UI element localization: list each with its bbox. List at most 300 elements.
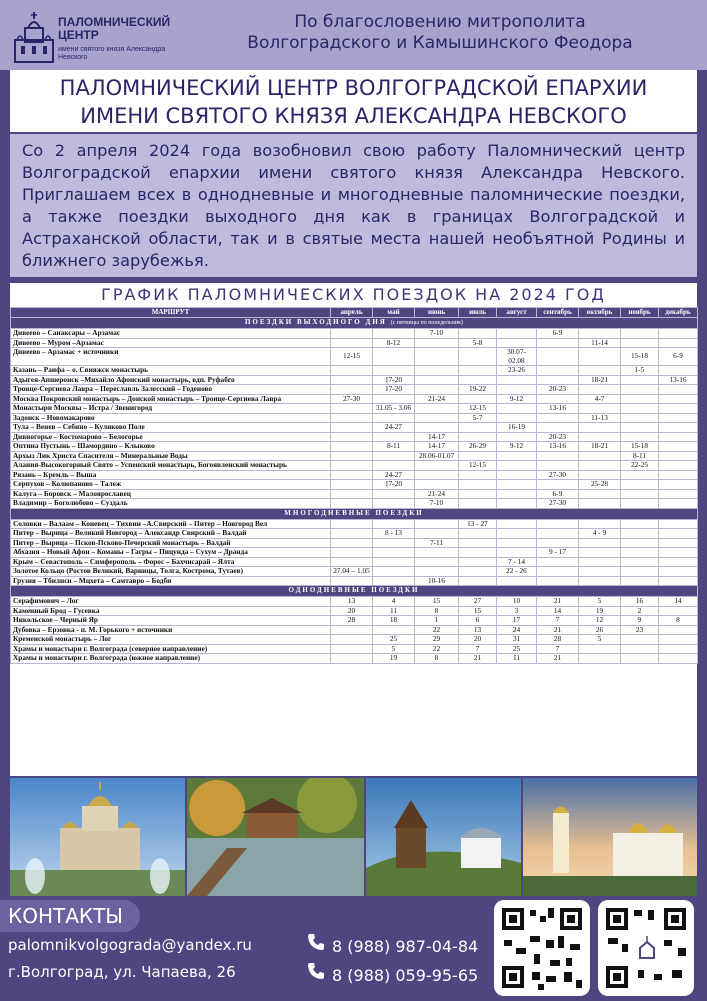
date-cell	[537, 519, 579, 529]
date-cell	[659, 635, 698, 645]
date-cell: 12-15	[459, 461, 497, 471]
date-cell: 18-21	[579, 375, 621, 385]
blessing-text	[185, 12, 695, 54]
date-cell: 18-21	[579, 442, 621, 452]
date-cell	[659, 413, 698, 423]
date-cell: 16-19	[497, 423, 537, 433]
date-cell	[659, 576, 698, 586]
date-cell: 20-23	[537, 385, 579, 395]
date-cell: 15-18	[621, 348, 659, 366]
date-cell	[415, 567, 459, 577]
date-cell	[537, 348, 579, 366]
route-name: Рязань – Кремль – Выша	[11, 470, 331, 480]
table-row	[11, 461, 698, 471]
contact-address: г.Волгоград, ул. Чапаева, 26	[8, 963, 236, 981]
date-cell	[373, 499, 415, 509]
column-header-month: июль	[459, 308, 497, 318]
date-cell	[537, 576, 579, 586]
date-cell	[497, 489, 537, 499]
section-title-text: ПОЕЗДКИ ВЫХОДНОГО ДНЯ	[244, 318, 387, 326]
date-cell	[659, 470, 698, 480]
date-cell: 4 - 9	[579, 529, 621, 539]
date-cell: 13-16	[659, 375, 698, 385]
schedule-table	[10, 307, 698, 664]
monastery-photo	[523, 778, 697, 896]
date-cell: 5-8	[459, 338, 497, 348]
date-cell: 30.07-02.08	[497, 348, 537, 366]
date-cell	[579, 557, 621, 567]
date-cell: 19	[579, 606, 621, 616]
date-cell	[415, 557, 459, 567]
date-cell	[579, 499, 621, 509]
route-name: Абхазия – Новый Афон – Команы – Гагры – Пицунда – Сухум – Дранда	[11, 548, 331, 558]
date-cell: 12-15	[331, 348, 373, 366]
date-cell	[621, 423, 659, 433]
table-row	[11, 557, 698, 567]
route-name: Никольское – Черный Яр	[11, 616, 331, 626]
date-cell	[537, 480, 579, 490]
date-cell	[621, 413, 659, 423]
date-cell	[415, 529, 459, 539]
phone-icon	[306, 932, 328, 957]
date-cell: 15	[415, 597, 459, 607]
date-cell: 13-16	[537, 404, 579, 414]
table-row	[11, 423, 698, 433]
date-cell: 6-9	[537, 329, 579, 339]
date-cell: 25	[373, 635, 415, 645]
date-cell	[459, 348, 497, 366]
date-cell	[579, 404, 621, 414]
date-cell: 25	[497, 644, 537, 654]
route-name: Питер – Вырица – Великий Новгород – Александр Свирский – Валдай	[11, 529, 331, 539]
date-cell	[331, 625, 373, 635]
date-cell: 5	[373, 644, 415, 654]
date-cell	[621, 557, 659, 567]
intro-paragraph: Со 2 апреля 2024 года возобновил свою работу Паломнический центр Волгоградской епархии имени святого князя Александра Невского. Приглашаем всех в однодневные и многодневные паломнические поездки, а также поездки выходного дня как в границах Волгоградской и Астраханской области, так и в святые места нашей необъятной Родины и ближнего зарубежья.	[10, 134, 697, 277]
date-cell	[497, 538, 537, 548]
date-cell	[331, 423, 373, 433]
date-cell: 24	[497, 625, 537, 635]
photo-strip	[10, 778, 697, 896]
route-name: Золотое Кольцо (Ростов Великий, Варницы, Толга, Кострома, Тутаев)	[11, 567, 331, 577]
date-cell: 11	[497, 654, 537, 664]
date-cell	[459, 470, 497, 480]
date-cell	[659, 366, 698, 376]
date-cell	[659, 654, 698, 664]
column-header-month: сентябрь	[537, 308, 579, 318]
date-cell	[497, 385, 537, 395]
date-cell: 21-24	[415, 489, 459, 499]
date-cell	[621, 654, 659, 664]
date-cell: 27-30	[331, 394, 373, 404]
date-cell	[373, 557, 415, 567]
date-cell	[331, 519, 373, 529]
table-row	[11, 329, 698, 339]
date-cell	[659, 606, 698, 616]
date-cell: 13	[459, 625, 497, 635]
date-cell	[579, 329, 621, 339]
date-cell	[497, 480, 537, 490]
date-cell: 8 - 13	[373, 529, 415, 539]
date-cell	[459, 394, 497, 404]
date-cell	[621, 394, 659, 404]
table-row	[11, 654, 698, 664]
date-cell: 20-23	[537, 432, 579, 442]
date-cell	[621, 644, 659, 654]
date-cell	[331, 451, 373, 461]
table-row	[11, 635, 698, 645]
date-cell: 7-10	[415, 329, 459, 339]
phone-icon	[306, 961, 328, 986]
date-cell	[331, 480, 373, 490]
date-cell	[579, 461, 621, 471]
date-cell: 6-9	[537, 489, 579, 499]
column-header-month: апрель	[331, 308, 373, 318]
date-cell	[621, 529, 659, 539]
table-row	[11, 519, 698, 529]
date-cell: 8	[415, 606, 459, 616]
date-cell: 19-22	[459, 385, 497, 395]
date-cell: 24-27	[373, 423, 415, 433]
date-cell: 14	[537, 606, 579, 616]
date-cell	[537, 423, 579, 433]
date-cell	[415, 338, 459, 348]
date-cell: 15-18	[621, 442, 659, 452]
table-row	[11, 442, 698, 452]
date-cell	[621, 338, 659, 348]
date-cell	[497, 576, 537, 586]
date-cell	[621, 548, 659, 558]
date-cell	[331, 538, 373, 548]
date-cell	[659, 451, 698, 461]
date-cell: 7	[459, 644, 497, 654]
date-cell: 4	[373, 597, 415, 607]
date-cell: 17-20	[373, 375, 415, 385]
table-row	[11, 404, 698, 414]
table-row	[11, 394, 698, 404]
date-cell	[415, 423, 459, 433]
section-title	[11, 508, 698, 519]
logo-title: ПАЛОМНИЧЕСКИЙ ЦЕНТР	[58, 15, 171, 42]
route-name: Казань – Раифа – о. Свияжск монастырь	[11, 366, 331, 376]
date-cell: 8-12	[373, 338, 415, 348]
date-cell	[579, 489, 621, 499]
date-cell	[331, 654, 373, 664]
date-cell	[579, 366, 621, 376]
date-cell	[497, 461, 537, 471]
date-cell: 23-26	[497, 366, 537, 376]
route-name: Архыз Лик Христа Спасителя – Минеральные Воды	[11, 451, 331, 461]
date-cell	[373, 548, 415, 558]
date-cell	[373, 461, 415, 471]
route-name: Оптина Пустынь – Шамордино – Клыково	[11, 442, 331, 452]
date-cell	[459, 480, 497, 490]
table-row	[11, 644, 698, 654]
date-cell: 6	[459, 616, 497, 626]
date-cell	[373, 625, 415, 635]
route-name: Троице-Сергиева Лавра – Переславль Залесский – Годеново	[11, 385, 331, 395]
date-cell	[659, 529, 698, 539]
date-cell: 20	[331, 606, 373, 616]
route-name: Храмы и монастыри г. Волгограда (южное направление)	[11, 654, 331, 664]
table-row	[11, 338, 698, 348]
route-name: Дивногорье – Костомарово – Белогорье	[11, 432, 331, 442]
schedule-header-row	[11, 308, 698, 318]
date-cell	[621, 489, 659, 499]
date-cell	[415, 548, 459, 558]
date-cell	[459, 329, 497, 339]
date-cell	[621, 635, 659, 645]
date-cell	[497, 413, 537, 423]
date-cell	[659, 625, 698, 635]
date-cell	[659, 567, 698, 577]
table-row	[11, 625, 698, 635]
date-cell	[579, 567, 621, 577]
date-cell	[331, 529, 373, 539]
date-cell: 11-14	[579, 338, 621, 348]
date-cell	[497, 519, 537, 529]
date-cell: 8	[415, 654, 459, 664]
date-cell: 7	[537, 644, 579, 654]
table-row	[11, 606, 698, 616]
date-cell: 28	[537, 635, 579, 645]
date-cell	[459, 548, 497, 558]
date-cell: 9-12	[497, 394, 537, 404]
date-cell	[331, 644, 373, 654]
date-cell	[373, 432, 415, 442]
date-cell	[621, 499, 659, 509]
route-name: Кременской монастырь – Лог	[11, 635, 331, 645]
route-name: Дивеево – Муром –Арзамас	[11, 338, 331, 348]
date-cell: 7-11	[415, 538, 459, 548]
date-cell	[659, 338, 698, 348]
section-header	[11, 508, 698, 519]
page-title-line-2: ИМЕНИ СВЯТОГО КНЯЗЯ АЛЕКСАНДРА НЕВСКОГО	[80, 104, 627, 128]
phone-2[interactable]	[306, 961, 478, 986]
route-name: Питер – Вырица – Псков-Псково-Печерский монастырь – Валдай	[11, 538, 331, 548]
date-cell: 31	[497, 635, 537, 645]
date-cell	[659, 644, 698, 654]
date-cell	[497, 470, 537, 480]
date-cell	[621, 576, 659, 586]
date-cell	[373, 366, 415, 376]
column-header-month: август	[497, 308, 537, 318]
date-cell: 17	[497, 616, 537, 626]
section-title-text: МНОГОДНЕВНЫЕ ПОЕЗДКИ	[284, 508, 424, 517]
date-cell	[373, 576, 415, 586]
date-cell	[537, 451, 579, 461]
date-cell	[459, 375, 497, 385]
date-cell	[537, 538, 579, 548]
date-cell: 14	[659, 597, 698, 607]
date-cell: 9 - 17	[537, 548, 579, 558]
table-row	[11, 366, 698, 376]
date-cell	[373, 394, 415, 404]
date-cell	[415, 480, 459, 490]
date-cell: 13 - 27	[459, 519, 497, 529]
date-cell: 16	[621, 597, 659, 607]
date-cell	[659, 499, 698, 509]
date-cell: 25-28	[579, 480, 621, 490]
table-row	[11, 576, 698, 586]
date-cell: 8-11	[373, 442, 415, 452]
phone-1[interactable]	[306, 932, 478, 957]
cathedral-photo	[10, 778, 185, 896]
date-cell	[331, 470, 373, 480]
route-name: Храмы и монастыри г. Волгограда (северное направление)	[11, 644, 331, 654]
date-cell: 5	[579, 597, 621, 607]
date-cell	[497, 404, 537, 414]
date-cell	[579, 644, 621, 654]
date-cell: 21	[537, 597, 579, 607]
column-header-month: декабрь	[659, 308, 698, 318]
date-cell	[331, 404, 373, 414]
date-cell: 31.05 - 3.06	[373, 404, 415, 414]
date-cell: 10-16	[415, 576, 459, 586]
date-cell	[621, 404, 659, 414]
date-cell: 21	[537, 625, 579, 635]
date-cell	[497, 329, 537, 339]
date-cell: 28.06-01.07	[415, 451, 459, 461]
date-cell	[579, 423, 621, 433]
route-name: Крым – Севастополь – Симферополь – Форос – Бахчисарай – Ялта	[11, 557, 331, 567]
date-cell	[497, 338, 537, 348]
date-cell: 22 - 26	[497, 567, 537, 577]
date-cell	[373, 567, 415, 577]
date-cell: 5	[579, 635, 621, 645]
date-cell	[579, 470, 621, 480]
date-cell: 24-27	[373, 470, 415, 480]
route-name: Серпухов – Колюпаново – Талеж	[11, 480, 331, 490]
date-cell	[415, 461, 459, 471]
date-cell	[415, 385, 459, 395]
date-cell: 7	[537, 616, 579, 626]
date-cell: 13	[331, 597, 373, 607]
page-title	[10, 70, 697, 132]
date-cell	[621, 385, 659, 395]
date-cell: 21	[459, 654, 497, 664]
route-name: Грузия – Тбилиси – Мцхета – Самтавро – Бодби	[11, 576, 331, 586]
date-cell	[497, 432, 537, 442]
date-cell	[659, 557, 698, 567]
date-cell	[459, 366, 497, 376]
date-cell: 3	[497, 606, 537, 616]
table-row	[11, 499, 698, 509]
date-cell	[659, 404, 698, 414]
date-cell	[459, 489, 497, 499]
table-row	[11, 385, 698, 395]
table-row	[11, 548, 698, 558]
date-cell	[331, 413, 373, 423]
date-cell	[579, 654, 621, 664]
date-cell	[415, 375, 459, 385]
date-cell	[331, 385, 373, 395]
section-header	[11, 586, 698, 597]
contacts-label: КОНТАКТЫ	[0, 900, 140, 932]
date-cell	[537, 567, 579, 577]
date-cell	[331, 461, 373, 471]
schedule-panel	[10, 283, 697, 776]
date-cell: 8	[659, 616, 698, 626]
table-row	[11, 375, 698, 385]
date-cell	[659, 423, 698, 433]
date-cell: 17-20	[373, 385, 415, 395]
blessing-line-2: Волгоградского и Камышинского Феодора	[247, 33, 633, 53]
date-cell	[579, 451, 621, 461]
schedule-title: ГРАФИК ПАЛОМНИЧЕСКИХ ПОЕЗДОК НА 2024 ГОД	[101, 285, 606, 304]
date-cell	[415, 404, 459, 414]
date-cell	[659, 480, 698, 490]
date-cell	[459, 423, 497, 433]
date-cell: 4-7	[579, 394, 621, 404]
date-cell: 17-20	[373, 480, 415, 490]
section-title	[11, 586, 698, 597]
date-cell	[373, 348, 415, 366]
date-cell	[373, 489, 415, 499]
date-cell	[621, 480, 659, 490]
date-cell	[459, 538, 497, 548]
date-cell	[537, 461, 579, 471]
date-cell	[415, 470, 459, 480]
route-name: Москва Покровский монастырь – Донской монастырь – Троице-Сергиева Лавра	[11, 394, 331, 404]
route-name: Соловки – Валаам – Коневец – Тихвин –А.Свирский – Питер – Новгород Вел	[11, 519, 331, 529]
date-cell	[659, 394, 698, 404]
wooden-church-photo	[366, 778, 521, 896]
date-cell	[659, 329, 698, 339]
date-cell	[331, 375, 373, 385]
route-name: Тула – Венев – Себино – Куликово Поле	[11, 423, 331, 433]
date-cell	[659, 385, 698, 395]
column-header-month: июнь	[415, 308, 459, 318]
route-name: Серафимович – Лог	[11, 597, 331, 607]
pond-photo	[187, 778, 364, 896]
date-cell: 22-25	[621, 461, 659, 471]
date-cell: 22	[415, 625, 459, 635]
date-cell	[579, 432, 621, 442]
table-row	[11, 538, 698, 548]
date-cell	[497, 451, 537, 461]
date-cell: 28	[331, 616, 373, 626]
date-cell: 1-5	[621, 366, 659, 376]
date-cell	[621, 432, 659, 442]
date-cell	[659, 538, 698, 548]
date-cell	[459, 576, 497, 586]
date-cell	[659, 519, 698, 529]
table-row	[11, 597, 698, 607]
date-cell: 2	[621, 606, 659, 616]
date-cell: 27	[459, 597, 497, 607]
date-cell: 7-10	[415, 499, 459, 509]
date-cell	[415, 413, 459, 423]
date-cell: 20	[459, 635, 497, 645]
date-cell	[331, 442, 373, 452]
date-cell	[331, 366, 373, 376]
date-cell: 27-30	[537, 499, 579, 509]
qr-code[interactable]	[494, 900, 590, 996]
date-cell: 9-12	[497, 442, 537, 452]
qr-code-2[interactable]	[598, 900, 694, 996]
date-cell	[373, 413, 415, 423]
contact-email[interactable]: palomnikvolgograda@yandex.ru	[8, 936, 252, 954]
section-note: (с пятницы по понедельник)	[390, 320, 463, 326]
date-cell	[579, 576, 621, 586]
date-cell	[579, 538, 621, 548]
date-cell	[537, 394, 579, 404]
date-cell	[621, 538, 659, 548]
logo-subtitle: имени святого князя Александра Невского	[58, 46, 166, 61]
blessing-line-1: По благословению митрополита	[294, 12, 586, 32]
date-cell: 12-15	[459, 404, 497, 414]
